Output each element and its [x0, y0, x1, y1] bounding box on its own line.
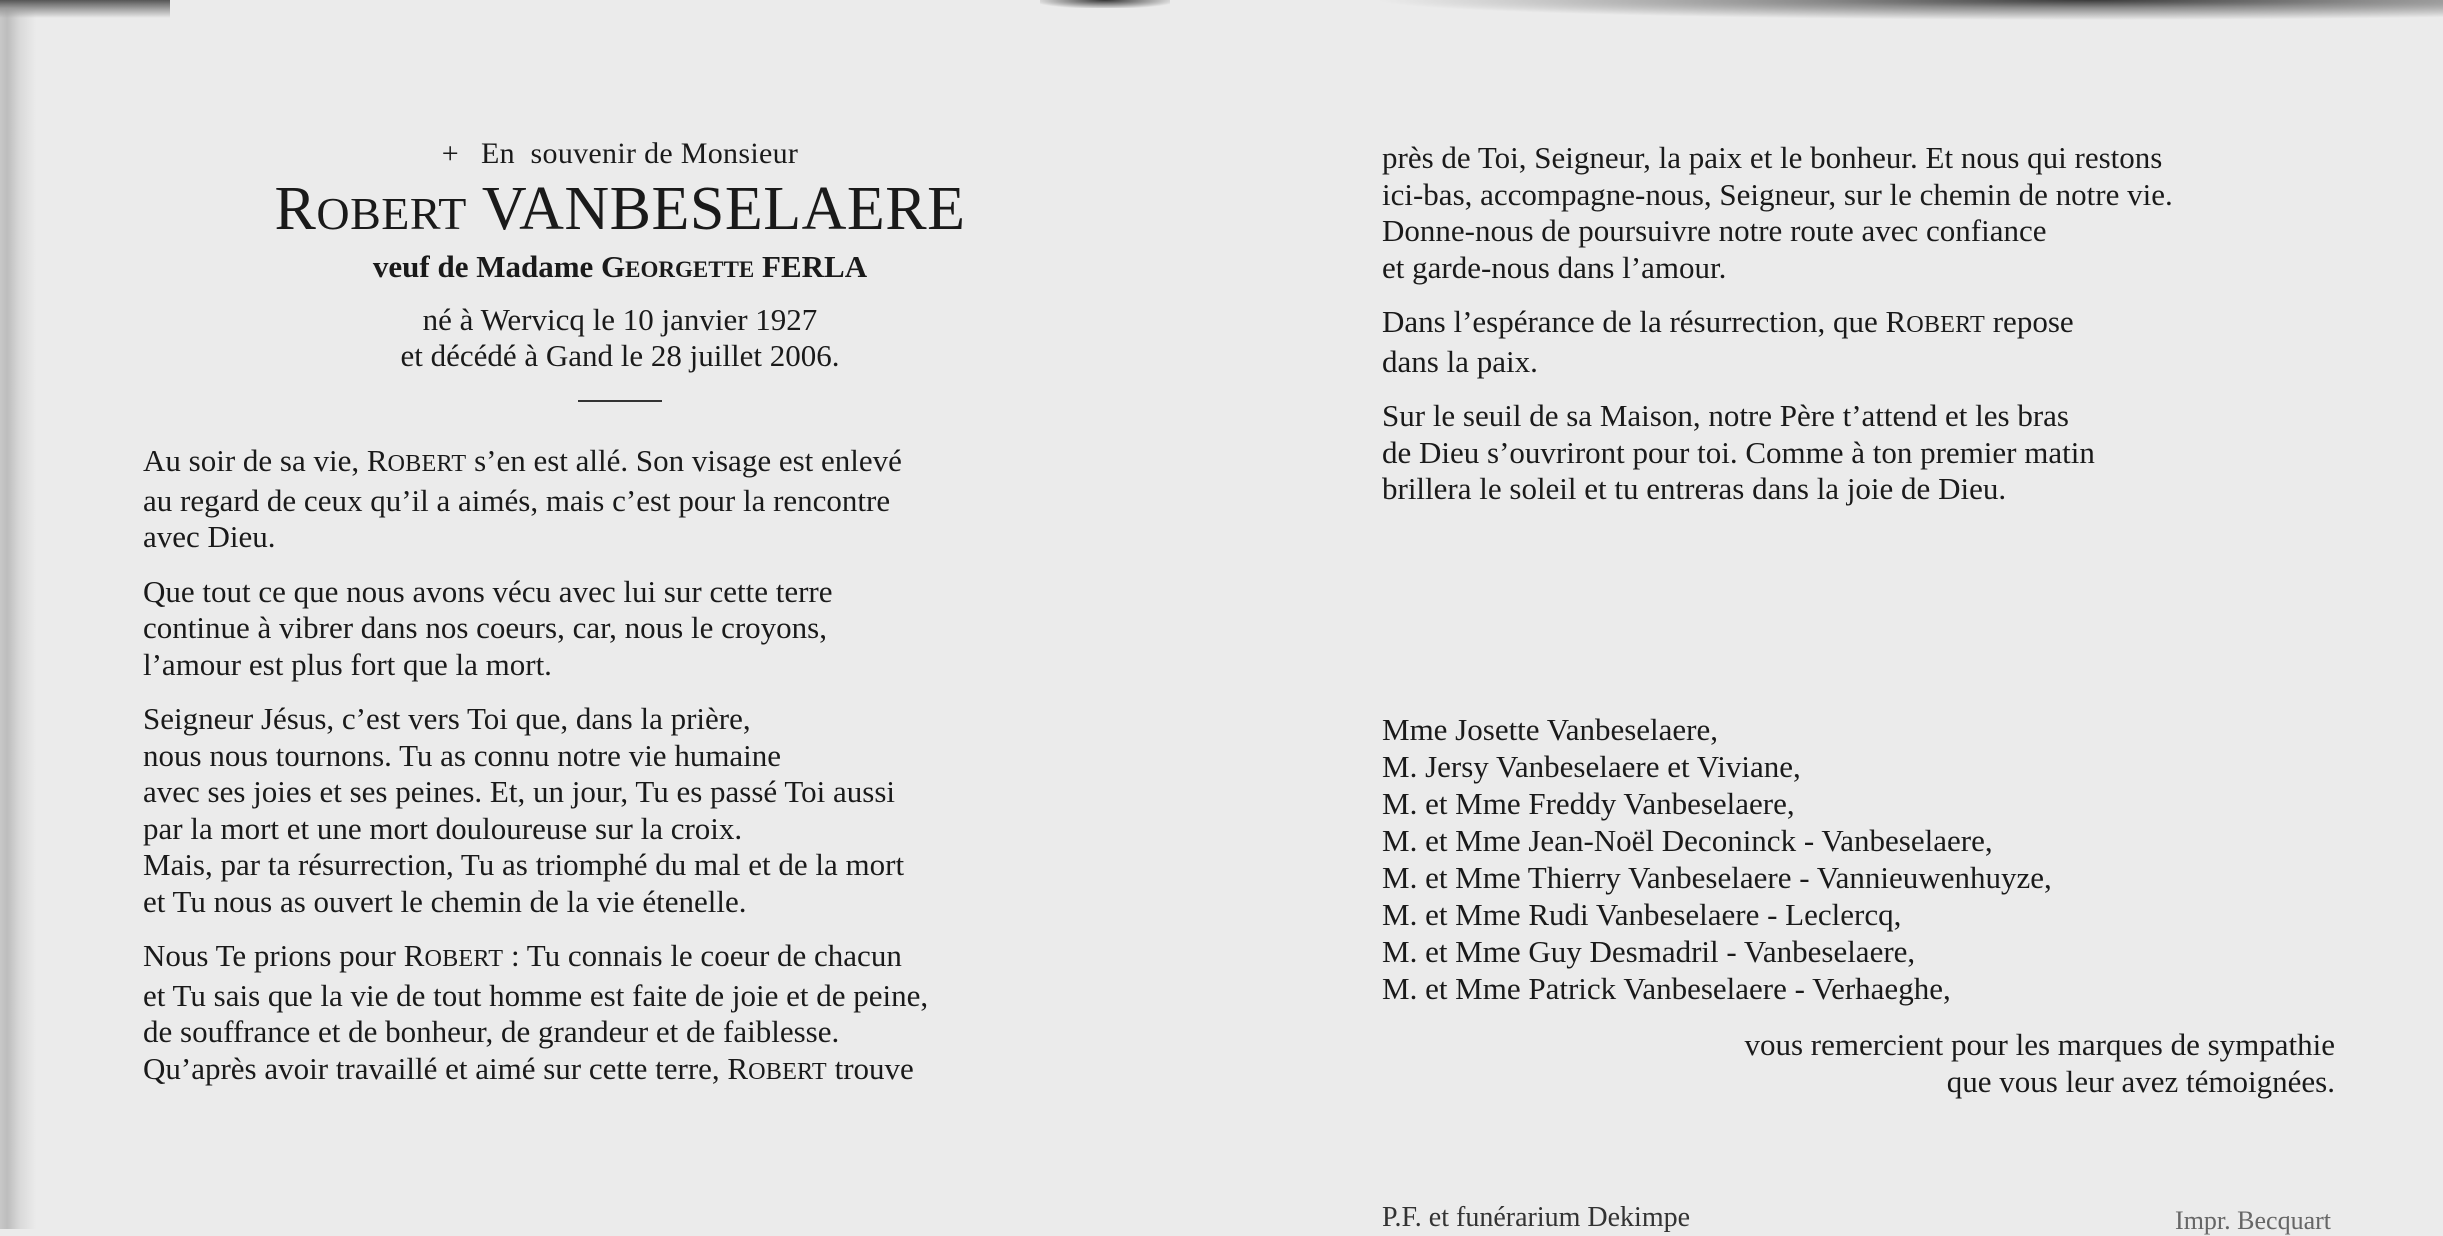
- souvenir-text: En souvenir de Monsieur: [481, 137, 799, 170]
- text-line: ici-bas, accompagne-nous, Seigneur, sur le chemin de notre vie.: [1382, 176, 2173, 212]
- text-line: [1382, 304, 2442, 344]
- name-initial: R: [403, 938, 425, 973]
- text-fragment: Mais, par ta résurrection, Tu as triomphé du mal et de la mort: [143, 847, 905, 882]
- family-member: M. et Mme Thierry Vanbeselaere - Vannieuwenhuyze,: [1382, 860, 2052, 895]
- text-fragment: Qu’après avoir travaillé et aimé sur cette terre,: [143, 1050, 728, 1086]
- text-line: Donne-nous de poursuivre notre route avec confiance: [1382, 213, 2047, 248]
- family-member: M. et Mme Jean-Noël Deconinck - Vanbeselaere,: [1382, 823, 1993, 858]
- text-line: de Dieu s’ouvriront pour toi. Comme à ton premier matin: [1382, 434, 2095, 470]
- text-line: [143, 1051, 1143, 1091]
- body-paragraph: [143, 938, 1143, 1090]
- text-fragment: Dans l’espérance de la résurrection, que: [1382, 304, 1886, 339]
- text-line: [143, 519, 1143, 556]
- text-line: Sur le seuil de sa Maison, notre Père t’attend et les bras: [1382, 398, 2069, 433]
- text-line: dans la paix.: [1382, 343, 1538, 379]
- text-fragment: continue à vibrer dans nos coeurs, car, nous le croyons,: [143, 610, 827, 645]
- life-dates: [240, 302, 1000, 374]
- deceased-name: [240, 176, 1000, 247]
- widow-prefix: veuf de Madame: [372, 249, 602, 284]
- printer-credit: Impr. Becquart: [2175, 1206, 2331, 1235]
- name-rest: OBERT: [1906, 311, 1985, 338]
- family-member: M. et Mme Freddy Vanbeselaere,: [1382, 786, 1795, 821]
- text-fragment: Que tout ce que nous avons vécu avec lui sur cette terre: [143, 573, 833, 609]
- text-fragment: Nous Te prions pour: [143, 938, 404, 973]
- body-paragraph: [143, 443, 1143, 556]
- right-body-text: [1382, 140, 2442, 526]
- text-fragment: s’en est allé. Son visage est enlevé: [466, 443, 902, 478]
- cross-icon: +: [441, 137, 460, 170]
- family-member: M. et Mme Guy Desmadril - Vanbeselaere,: [1382, 934, 1916, 969]
- text-fragment: au regard de ceux qu’il a aimés, mais c’est pour la rencontre: [143, 482, 891, 518]
- text-fragment: avec Dieu.: [143, 519, 276, 554]
- text-line: [143, 884, 1143, 921]
- text-line: [143, 811, 1143, 848]
- text-fragment: repose: [1984, 304, 2074, 339]
- first-name-initial: R: [274, 175, 317, 243]
- family-member: M. Jersy Vanbeselaere et Viviane,: [1382, 749, 1801, 784]
- family-member: M. et Mme Patrick Vanbeselaere - Verhaeghe,: [1382, 971, 1951, 1006]
- text-line: [143, 443, 1143, 483]
- left-body-text: [143, 443, 1143, 1108]
- name-initial: R: [366, 443, 388, 478]
- text-line: [143, 701, 1143, 738]
- text-fragment: Seigneur Jésus, c’est vers Toi que, dans la prière,: [143, 701, 751, 736]
- funeral-home-credit: P.F. et funérarium Dekimpe: [1382, 1202, 1691, 1233]
- text-fragment: par la mort et une mort douloureuse sur la croix.: [143, 810, 743, 846]
- memorial-header: [240, 136, 1000, 402]
- text-line: [143, 847, 1143, 884]
- text-fragment: et Tu nous as ouvert le chemin de la vie étenelle.: [143, 883, 747, 919]
- text-line: brillera le soleil et tu entreras dans la joie de Dieu.: [1382, 471, 2007, 506]
- text-line: [143, 1014, 1143, 1051]
- text-fragment: et Tu sais que la vie de tout homme est faite de joie et de peine,: [143, 977, 929, 1013]
- text-line: près de Toi, Seigneur, la paix et le bonheur. Et nous qui restons: [1382, 140, 2163, 175]
- text-fragment: Au soir de sa vie,: [143, 443, 367, 478]
- spouse-first-initial: G: [601, 249, 626, 284]
- prayer-paragraph: [1382, 140, 2442, 286]
- text-fragment: de souffrance et de bonheur, de grandeur et de faiblesse.: [143, 1014, 840, 1049]
- text-fragment: l’amour est plus fort que la mort.: [143, 646, 552, 682]
- text-line: [143, 938, 1143, 978]
- text-line: [143, 774, 1143, 811]
- thanks-line-2: que vous leur avez témoignées.: [1946, 1064, 2335, 1099]
- separator-rule: [578, 400, 662, 402]
- first-name-rest: OBERT: [316, 188, 467, 239]
- text-line: [143, 574, 1143, 611]
- threshold-paragraph: [1382, 398, 2442, 508]
- last-name: VANBESELAERE: [481, 175, 966, 243]
- name-initial: R: [1885, 304, 1907, 339]
- text-fragment: nous nous tournons. Tu as connu notre vie humaine: [143, 737, 782, 773]
- name-rest: OBERT: [387, 450, 467, 477]
- name-initial: R: [727, 1050, 749, 1086]
- souvenir-line: [240, 136, 1000, 172]
- text-line: et garde-nous dans l’amour.: [1382, 249, 1727, 285]
- thanks-line-1: vous remercient pour les marques de sympathie: [1744, 1027, 2335, 1062]
- family-list: [1382, 711, 2052, 1007]
- spouse-last-name: FERLA: [762, 249, 868, 284]
- text-line: [143, 978, 1143, 1015]
- family-member: M. et Mme Rudi Vanbeselaere - Leclercq,: [1382, 897, 1902, 932]
- text-fragment: avec ses joies et ses peines. Et, un jour, Tu es passé Toi aussi: [143, 774, 895, 809]
- thanks-text: [1744, 1026, 2335, 1100]
- birth-line: né à Wervicq le 10 janvier 1927: [422, 302, 818, 337]
- family-member: Mme Josette Vanbeselaere,: [1382, 712, 1719, 747]
- hope-paragraph: [1382, 304, 2442, 380]
- text-line: [143, 738, 1143, 775]
- spouse-first-rest: EORGETTE: [625, 257, 755, 282]
- name-rest: OBERT: [424, 945, 504, 972]
- text-line: [143, 483, 1143, 520]
- body-paragraph: [143, 574, 1143, 684]
- widow-line: [240, 247, 1000, 290]
- body-paragraph: [143, 701, 1143, 920]
- death-line: et décédé à Gand le 28 juillet 2006.: [400, 338, 840, 373]
- name-rest: OBERT: [748, 1057, 827, 1085]
- left-page: [0, 0, 1220, 1229]
- text-line: [143, 610, 1143, 647]
- text-fragment: trouve: [826, 1050, 914, 1086]
- right-page: [1220, 0, 2443, 1235]
- text-fragment: : Tu connais le coeur de chacun: [503, 938, 902, 973]
- text-line: [143, 647, 1143, 684]
